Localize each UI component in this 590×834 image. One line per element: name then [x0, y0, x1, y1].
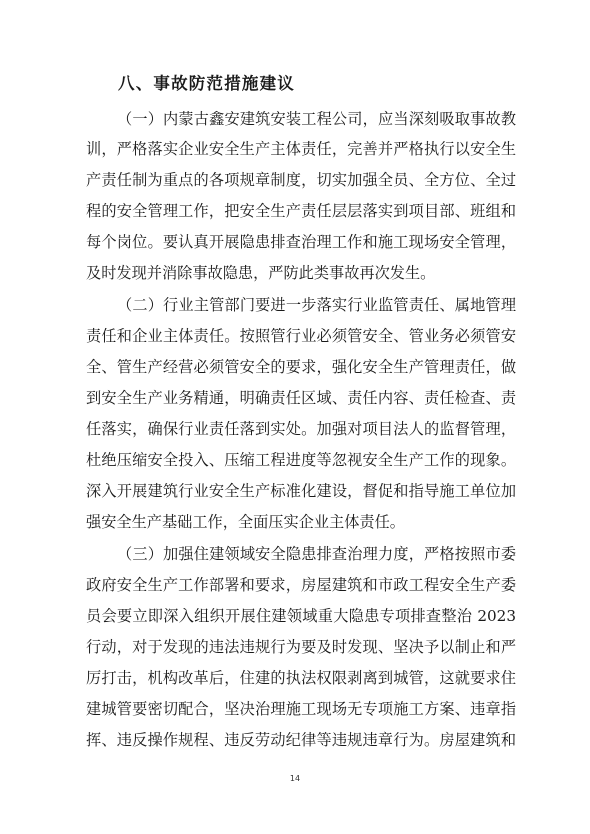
- section-title: 八、事故防范措施建议: [118, 74, 295, 93]
- paragraph-2-line-8: 强安全生产基础工作，全面压实企业主体责任。: [86, 513, 405, 531]
- paragraph-3-line-6: 建城管要密切配合，坚决治理施工现场无专项施工方案、违章指: [86, 700, 516, 718]
- paragraph-2-line-3: 全、管生产经营必须管安全的要求，强化安全生产管理责任，做: [86, 358, 516, 376]
- paragraph-2-line-6: 杜绝压缩安全投入、压缩工程进度等忽视安全生产工作的现象。: [86, 451, 516, 469]
- paragraph-1-line-2: 训，严格落实企业安全生产主体责任，完善并严格执行以安全生: [86, 140, 516, 158]
- paragraph-1-line-6: 及时发现并消除事故隐患，严防此类事故再次发生。: [86, 264, 436, 282]
- paragraph-2-line-5: 任落实，确保行业责任落到实处。加强对项目法人的监督管理，: [86, 420, 516, 438]
- paragraph-1-line-5: 每个岗位。要认真开展隐患排查治理工作和施工现场安全管理，: [86, 233, 516, 251]
- paragraph-3-line-2: 政府安全生产工作部署和要求，房屋建筑和市政工程安全生产委: [86, 576, 516, 594]
- paragraph-3-line-4: 行动，对于发现的违法违规行为要及时发现、坚决予以制止和严: [86, 638, 516, 656]
- paragraph-2-line-2: 责任和企业主体责任。按照管行业必须管安全、管业务必须管安: [86, 327, 516, 345]
- paragraph-2-line-4: 到安全生产业务精通，明确责任区域、责任内容、责任检查、责: [86, 389, 516, 407]
- paragraph-2-line-7: 深入开展建筑行业安全生产标准化建设，督促和指导施工单位加: [86, 482, 516, 500]
- paragraph-3-line-1: （三）加强住建领域安全隐患排查治理力度，严格按照市委: [117, 545, 516, 563]
- paragraph-3-line-7: 挥、违反操作规程、违反劳动纪律等违规违章行为。房屋建筑和: [86, 731, 516, 749]
- paragraph-3-line-5: 厉打击，机构改革后，住建的执法权限剥离到城管，这就要求住: [86, 669, 516, 687]
- paragraph-1-line-1: （一）内蒙古鑫安建筑安装工程公司，应当深刻吸取事故教: [117, 110, 516, 128]
- paragraph-1-line-4: 程的安全管理工作，把安全生产责任层层落实到项目部、班组和: [86, 202, 516, 220]
- paragraph-3-line-3: 员会要立即深入组织开展住建领域重大隐患专项排查整治 2023: [86, 607, 516, 625]
- page-number: 14: [289, 774, 301, 783]
- paragraph-2-line-1: （二）行业主管部门要进一步落实行业监管责任、属地管理: [117, 296, 516, 314]
- paragraph-1-line-3: 产责任制为重点的各项规章制度，切实加强全员、全方位、全过: [86, 171, 516, 189]
